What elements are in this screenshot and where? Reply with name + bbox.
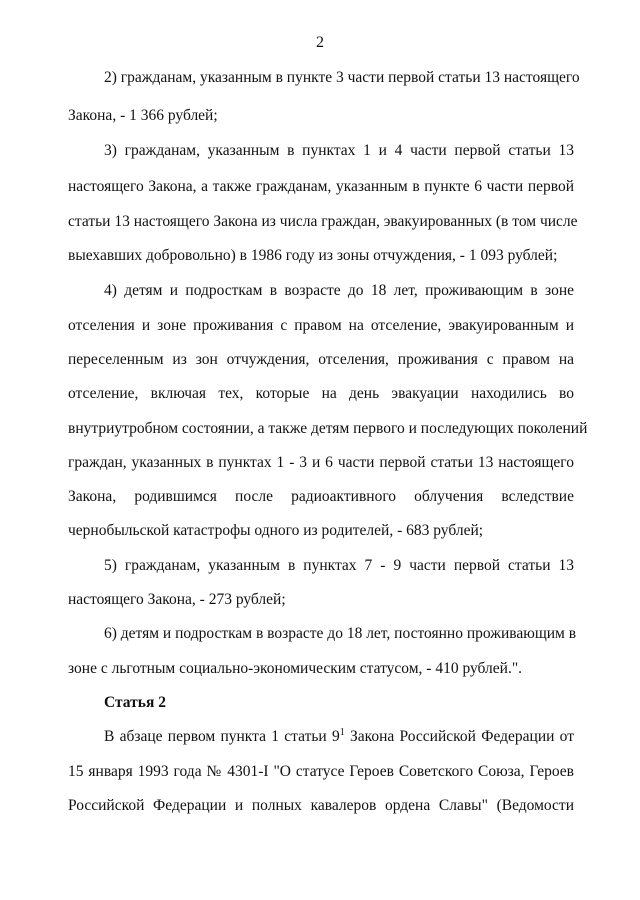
paragraph-3-line-1: 3) гражданам, указанным в пунктах 1 и 4 части первой статьи 13 [104, 142, 574, 159]
paragraph-4-line-7: Закона, родившимся после радиоактивного облучения вследствие [68, 488, 574, 505]
paragraph-6-line-1: 6) детям и подросткам в возрасте до 18 лет, постоянно проживающим в [104, 625, 577, 642]
article-2-line-1 [104, 727, 574, 747]
paragraph-3-line-3: статьи 13 настоящего Закона из числа граждан, эвакуированных (в том числе [68, 213, 578, 230]
article-superscript: 1 [339, 727, 345, 738]
paragraph-3-line-4: выехавших добровольно) в 1986 году из зоны отчуждения, - 1 093 рублей; [68, 247, 558, 264]
paragraph-4-line-8: чернобыльской катастрофы одного из родителей, - 683 рублей; [68, 522, 484, 539]
paragraph-5-line-1: 5) гражданам, указанным в пунктах 7 - 9 части первой статьи 13 [104, 557, 574, 574]
article-2-heading: Статья 2 [104, 694, 166, 711]
paragraph-3-line-2: настоящего Закона, а также гражданам, указанным в пункте 6 части первой [68, 178, 574, 195]
paragraph-4-line-1: 4) детям и подросткам в возрасте до 18 лет, проживающим в зоне [104, 282, 574, 299]
page-number: 2 [316, 34, 324, 51]
paragraph-5-line-2: настоящего Закона, - 273 рублей; [68, 591, 286, 608]
article-2-line-1-rest: Закона Российской Федерации от [344, 728, 574, 745]
paragraph-4-line-5: внутриутробном состоянии, а также детям первого и последующих поколений [68, 420, 588, 437]
article-2-line-2: 15 января 1993 года № 4301-I "О статусе Героев Советского Союза, Героев [68, 763, 574, 780]
paragraph-2-line-1: 2) гражданам, указанным в пункте 3 части первой статьи 13 настоящего [104, 69, 580, 86]
paragraph-4-line-6: граждан, указанных в пунктах 1 - 3 и 6 части первой статьи 13 настоящего [68, 454, 574, 471]
paragraph-4-line-3: переселенным из зон отчуждения, отселения, проживания с правом на [68, 351, 574, 368]
paragraph-2-line-2: Закона, - 1 366 рублей; [68, 107, 218, 124]
article-2-line-3: Российской Федерации и полных кавалеров ордена Славы" (Ведомости [68, 797, 574, 814]
paragraph-4-line-4: отселение, включая тех, которые на день эвакуации находились во [68, 385, 574, 402]
paragraph-4-line-2: отселения и зоне проживания с правом на отселение, эвакуированным и [68, 317, 574, 334]
article-2-line-1-text: В абзаце первом пункта 1 статьи 9 [104, 728, 340, 745]
paragraph-6-line-2: зоне с льготным социально-экономическим статусом, - 410 рублей.". [68, 660, 523, 677]
